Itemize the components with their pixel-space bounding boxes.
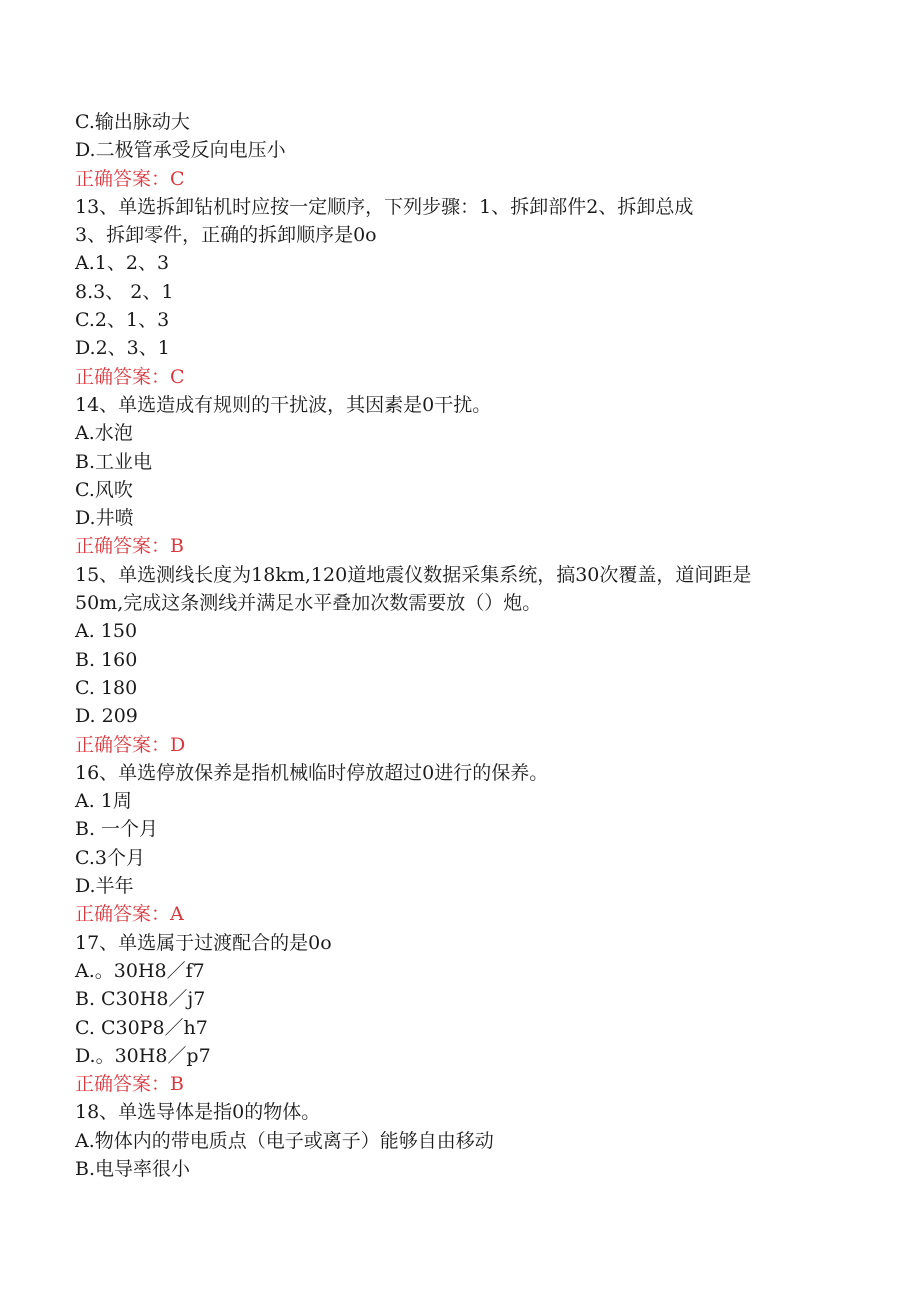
option-line: A. 1周: [75, 790, 132, 813]
option-line: A. 150: [75, 620, 138, 643]
option-line: C. C30P8／h7: [75, 1016, 208, 1039]
option-line: D.半年: [75, 875, 134, 898]
question-line: 15、单选测线长度为18km,120道地震仪数据采集系统，搞30次覆盖，道间距是: [75, 563, 752, 586]
option-line: 8.3、 2、1: [75, 280, 174, 303]
answer-line: 正确答案：C: [75, 365, 185, 388]
question-line: 3、拆卸零件，正确的拆卸顺序是0o: [75, 224, 377, 247]
answer-line: 正确答案：A: [75, 903, 184, 926]
option-line: C.2、1、3: [75, 309, 170, 332]
option-line: C.风吹: [75, 478, 133, 501]
option-line: D.井喷: [75, 507, 134, 530]
question-line: 50m,完成这条测线并满足水平叠加次数需要放（）炮。: [75, 592, 542, 615]
answer-line: 正确答案：D: [75, 733, 186, 756]
question-line: 17、单选属于过渡配合的是0o: [75, 931, 332, 954]
option-line: B.电导率很小: [75, 1157, 191, 1180]
option-line: D.二极管承受反向电压小: [75, 139, 286, 162]
option-line: A.物体内的带电质点（电子或离子）能够自由移动: [75, 1129, 494, 1152]
question-line: 16、单选停放保养是指机械临时停放超过0进行的保养。: [75, 761, 549, 784]
question-line: 13、单选拆卸钻机时应按一定顺序，下列步骤：1、拆卸部件2、拆卸总成: [75, 195, 694, 218]
question-line: 14、单选造成有规则的干扰波，其因素是0干扰。: [75, 393, 492, 416]
answer-line: 正确答案：B: [75, 535, 184, 558]
option-line: D. 209: [75, 705, 138, 728]
option-line: C.输出脉动大: [75, 111, 190, 133]
option-line: C.3个月: [75, 846, 145, 869]
exam-content: [75, 108, 835, 1183]
option-line: D.2、3、1: [75, 337, 170, 360]
option-line: B. 一个月: [75, 818, 159, 841]
option-line: C. 180: [75, 676, 138, 699]
answer-line: 正确答案：C: [75, 167, 185, 190]
option-line: B. C30H8／j7: [75, 988, 206, 1011]
option-line: A.。30H8／f7: [75, 959, 205, 982]
option-line: D.。30H8／p7: [75, 1044, 211, 1067]
option-line: A.水泡: [75, 422, 133, 445]
option-line: B.工业电: [75, 450, 153, 473]
option-line: B. 160: [75, 648, 138, 671]
question-line: 18、单选导体是指0的物体。: [75, 1101, 321, 1124]
option-line: A.1、2、3: [75, 252, 170, 275]
answer-line: 正确答案：B: [75, 1073, 184, 1096]
